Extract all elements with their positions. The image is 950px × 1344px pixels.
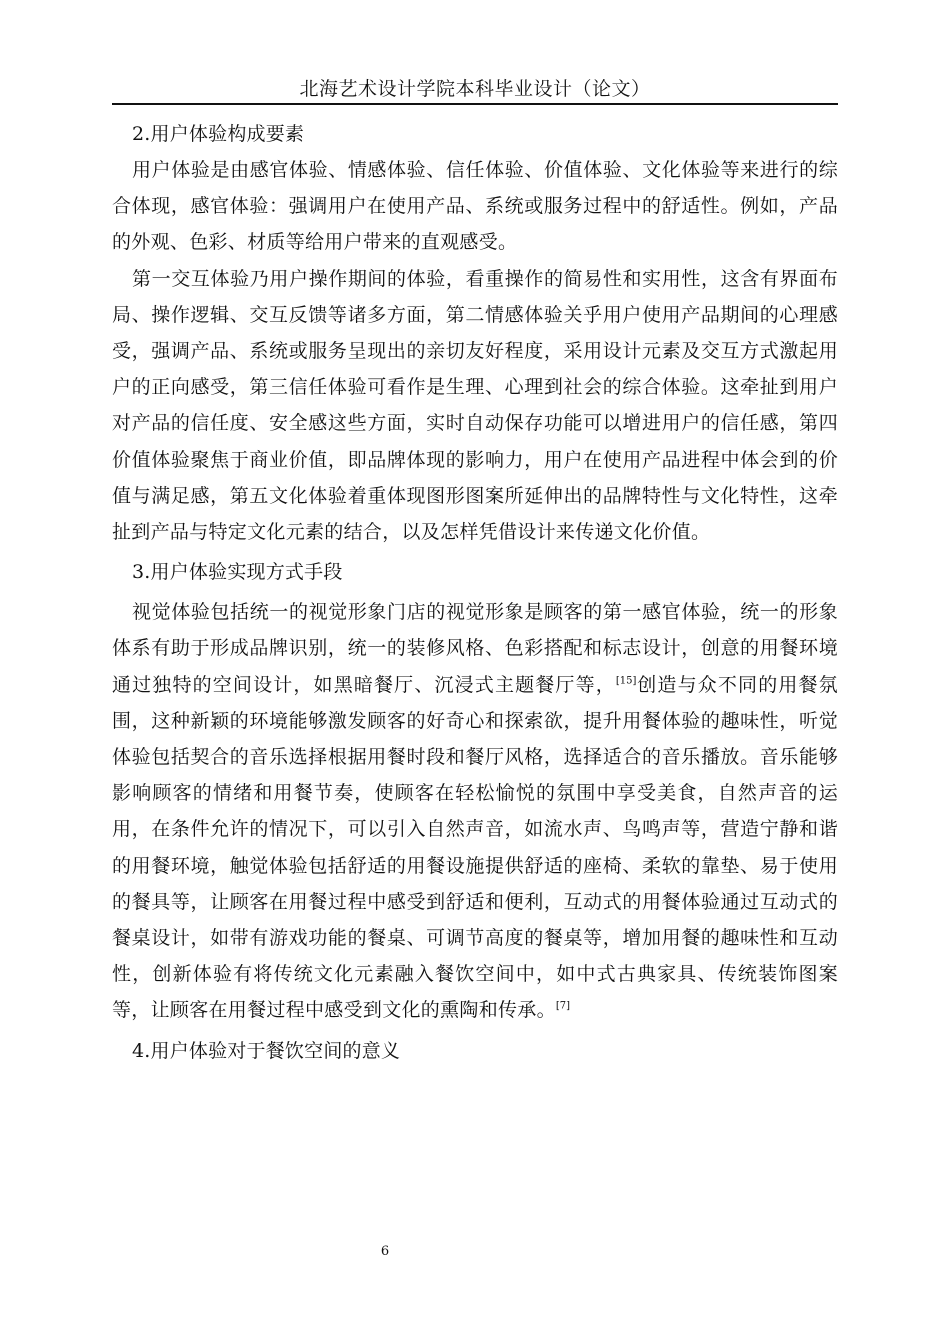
paragraph-user-experience-elements: 用户体验是由感官体验、情感体验、信任体验、价值体验、文化体验等来进行的综合体现，感官体验：强调用户在使用产品、系统或服务过程中的舒适性。例如，产品的外观、色彩、材质等给用户带来的直观感受。 <box>112 159 838 254</box>
page-number: 6 <box>380 1244 390 1259</box>
header-divider <box>112 103 838 105</box>
paragraph-experience-types: 第一交互体验乃用户操作期间的体验，看重操作的简易性和实用性，这含有界面布局、操作逻辑、交互反馈等诸多方面，第二情感体验关乎用户使用产品期间的心理感受，强调产品、系统或服务呈现出的亲切友好程度，采用设计元素及交互方式激起用户的正向感受，第三信任体验可看作是生理、心理到社会的综合体验。这牵扯到用户对产品的信任度、安全感这些方面，实时自动保存功能可以增进用户的信任感，第四价值体验聚焦于商业价值，即品牌体现的影响力，用户在使用产品进程中体会到的价值与满足感，第五文化体验着重体现图形图案所延伸出的品牌特性与文化特性，这牵扯到产品与特定文化元素的结合，以及怎样凭借设计来传递文化价值。 <box>112 267 838 544</box>
citation-7: [7] <box>555 1001 571 1013</box>
citation-15: [15] <box>615 675 637 687</box>
section-heading-3: 3.用户体验实现方式手段 <box>132 561 343 584</box>
page-header-title: 北海艺术设计学院本科毕业设计（论文） <box>299 78 651 100</box>
paragraph-text-part-2: 创造与众不同的用餐氛围，这种新颖的环境能够激发顾客的好奇心和探索欲，提升用餐体验的趣味性，听觉体验包括契合的音乐选择根据用餐时段和餐厅风格，选择适合的音乐播放。音乐能够影响顾客的情绪和用餐节奏，使顾客在轻松愉悦的氛围中享受美食，自然声音的运用，在条件允许的情况下，可以引入自然声音，如流水声、鸟鸣声等，营造宁静和谐的用餐环境，触觉体验包括舒适的用餐设施提供舒适的座椅、柔软的靠垫、易于使用的餐具等，让顾客在用餐过程中感受到舒适和便利，互动式的用餐体验通过互动式的餐桌设计，如带有游戏功能的餐桌、可调节高度的餐桌等，增加用餐的趣味性和互动性，创新体验有将传统文化元素融入餐饮空间中，如中式古典家具、传统装饰图案等，让顾客在用餐过程中感受到文化的熏陶和传承。 <box>112 673 838 1022</box>
paragraph-implementation-methods <box>112 594 838 1028</box>
paragraph-text-part-1: 视觉体验包括统一的视觉形象门店的视觉形象是顾客的第一感官体验，统一的形象体系有助于形成品牌识别，统一的装修风格、色彩搭配和标志设计，创意的用餐环境通过独特的空间设计，如黑暗餐厅、沉浸式主题餐厅等， <box>112 601 838 696</box>
section-heading-2: 2.用户体验构成要素 <box>132 123 305 145</box>
page-body <box>112 116 838 1069</box>
section-heading-4: 4.用户体验对于餐饮空间的意义 <box>132 1039 401 1062</box>
